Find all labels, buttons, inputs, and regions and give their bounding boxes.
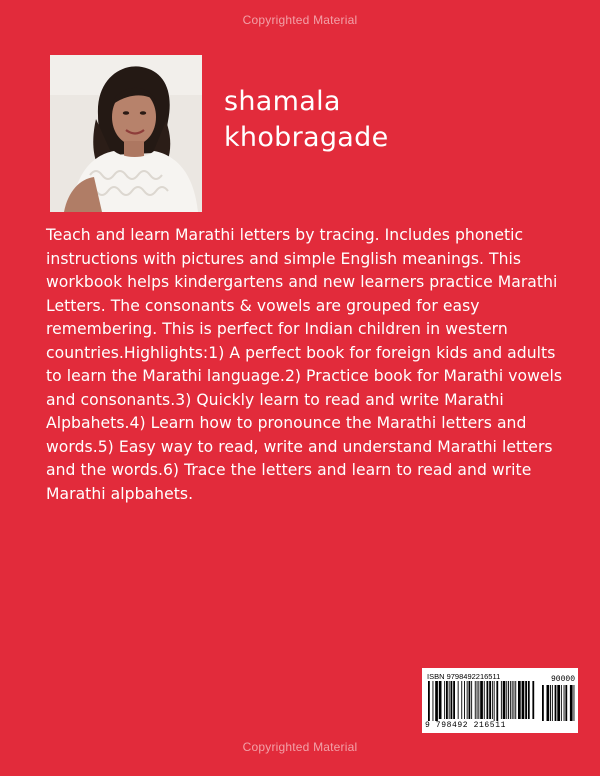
- barcode-bar: [439, 681, 442, 719]
- barcode-bar: [433, 681, 434, 721]
- addon-bar: [552, 685, 553, 721]
- isbn-barcode: [422, 668, 578, 733]
- barcode-bar: [477, 681, 478, 719]
- watermark-top: Copyrighted Material: [242, 13, 358, 27]
- barcode-bar: [528, 681, 530, 719]
- barcode-bar: [453, 681, 455, 719]
- addon-bar: [550, 685, 551, 721]
- barcode-bar: [501, 681, 502, 719]
- price-code: 90000: [551, 675, 576, 684]
- barcode-bar: [532, 681, 534, 719]
- addon-bar: [557, 685, 560, 721]
- barcode-bar: [512, 681, 513, 719]
- barcode-bar: [464, 681, 465, 719]
- isbn-label: ISBN 9798492216511: [427, 672, 501, 681]
- barcode-bar: [471, 681, 472, 719]
- addon-bar: [561, 685, 562, 721]
- addon-bar: [565, 685, 567, 721]
- author-name: [224, 84, 524, 156]
- addon-bar: [555, 685, 557, 721]
- addon-bar: [574, 685, 575, 721]
- addon-bar: [547, 685, 550, 721]
- barcode-bar: [484, 681, 485, 719]
- barcode-bar: [444, 681, 445, 719]
- barcode-bar: [503, 681, 506, 719]
- barcode-bar: [514, 681, 515, 719]
- barcode-bar: [469, 681, 471, 719]
- barcode-bar: [458, 681, 459, 719]
- addon-bar: [564, 685, 565, 721]
- barcode-bar: [522, 681, 525, 719]
- barcode-digits: 9 798492 216511: [425, 721, 507, 730]
- barcode-bar: [515, 681, 516, 719]
- barcode-bar: [435, 681, 438, 721]
- barcode-bar: [510, 681, 511, 719]
- barcode-bar: [492, 681, 493, 719]
- barcode-bar: [451, 681, 453, 719]
- barcode-bar: [475, 681, 476, 719]
- barcode-bar: [494, 681, 495, 721]
- barcode-bar: [518, 681, 521, 719]
- barcode-bar: [467, 681, 468, 719]
- book-description: Teach and learn Marathi letters by tracing. Includes phonetic instructions with pictures and simple English meanings. This workbook helps kindergartens and new learners practice Marathi Letters. The consonants & vowels are grouped for easy remembering. This is perfect for Indian children in western countries.Highlights:1) A perfect book for foreign kids and adults to learn the Marathi language.2) Practice book for Marathi vowels and consonants.3) Quickly learn to read and write Marathi Alpbahets.4) Learn how to pronounce the Marathi letters and words.5) Easy way to read, write and understand Marathi letters and the words.6) Trace the letters and learn to read and write Marathi alpbahets.: [46, 226, 563, 503]
- barcode-bar: [480, 681, 483, 719]
- author-last-name: khobragade: [224, 122, 389, 153]
- barcode-bar: [428, 681, 430, 721]
- addon-bar: [570, 685, 573, 721]
- author-photo: [50, 55, 202, 212]
- barcode-bar: [506, 681, 507, 719]
- barcode-bar: [487, 681, 489, 719]
- barcode-bar: [478, 681, 479, 719]
- barcode-bar: [508, 681, 509, 719]
- barcode-bar: [489, 681, 491, 719]
- barcode-bar: [461, 681, 462, 719]
- watermark-bottom: Copyrighted Material: [242, 740, 358, 754]
- author-first-name: shamala: [224, 86, 341, 117]
- barcode-bar: [525, 681, 527, 719]
- barcode-bar: [496, 681, 498, 721]
- addon-bar: [542, 685, 544, 721]
- barcode-bar: [449, 681, 450, 719]
- barcode-bar: [446, 681, 448, 719]
